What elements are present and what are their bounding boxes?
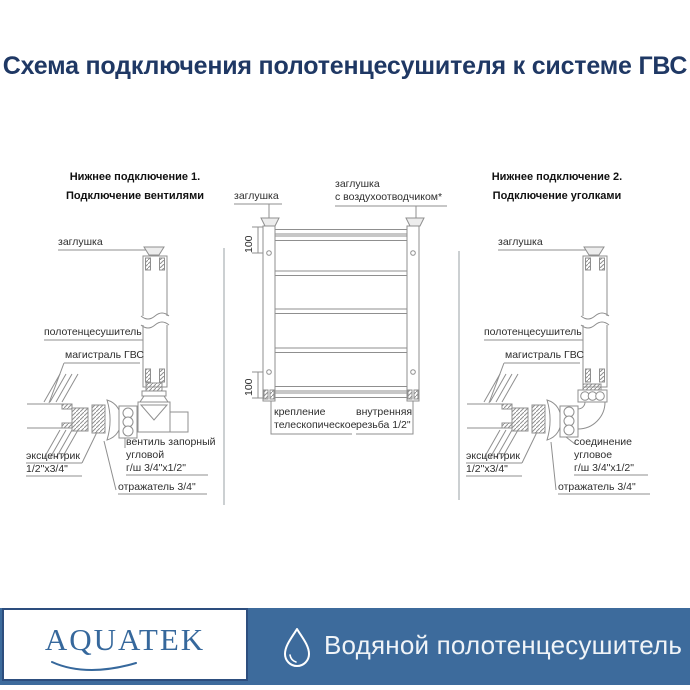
dimension-bottom-label: 100 — [243, 378, 255, 396]
left-eccentric-label: эксцентрик 1/2"х3/4" — [26, 450, 80, 475]
page-title: Схема подключения полотенцесушителя к системе ГВС — [2, 52, 688, 80]
left-valve-label: вентиль запорный угловой г/ш 3/4"х1/2" — [126, 436, 216, 474]
left-cap-shape — [144, 247, 164, 255]
panel-divider-lines — [224, 248, 459, 505]
ladder-rungs — [275, 230, 407, 398]
right-elbow-label: соединение угловое г/ш 3/4"х1/2" — [574, 436, 634, 474]
right-elbow-shape — [560, 384, 607, 437]
left-eccentric-shape — [72, 408, 88, 431]
right-panel-heading-2: Подключение уголками — [492, 190, 622, 202]
right-panel-heading-1: Нижнее подключение 2. — [491, 171, 623, 183]
brand-logo-swoosh — [50, 660, 140, 674]
footer-right — [248, 608, 690, 685]
center-cap-label: заглушка — [234, 190, 279, 202]
center-diagram-art — [234, 204, 447, 434]
right-eccentric-label: эксцентрик 1/2"х3/4" — [466, 450, 520, 475]
thread-label: внутренняя резьба 1/2" — [356, 406, 413, 431]
right-main-line-label: магистраль ГВС — [505, 349, 584, 361]
product-label: Водяной полотенцесушитель — [324, 630, 683, 660]
left-main-line-label: магистраль ГВС — [65, 349, 144, 361]
brand-logo: AQUATEK — [44, 622, 206, 657]
left-valve-shape — [119, 383, 188, 438]
bracket-label: крепление телескопическое — [274, 406, 357, 431]
right-cap-shape — [584, 247, 604, 255]
left-rail-label: полотенцесушитель — [44, 326, 142, 338]
right-reflector-label: отражатель 3/4" — [558, 481, 636, 493]
footer-bar — [0, 608, 690, 685]
center-left-cap-shape — [261, 218, 279, 226]
dimension-top-label: 100 — [243, 235, 255, 253]
water-drop-icon — [281, 626, 313, 668]
left-panel-heading-2: Подключение вентилями — [66, 190, 204, 202]
left-reflector-label: отражатель 3/4" — [118, 481, 196, 493]
center-airvent-label: заглушка с воздухоотводчиком* — [335, 178, 443, 203]
left-cap-label: заглушка — [58, 236, 103, 248]
right-rail-label: полотенцесушитель — [484, 326, 582, 338]
right-cap-label: заглушка — [498, 236, 543, 248]
right-reflector-shape — [547, 400, 561, 440]
right-eccentric-shape — [512, 408, 528, 431]
center-right-cap-shape — [406, 218, 424, 226]
brand-logo-box — [2, 608, 248, 681]
left-panel-heading-1: Нижнее подключение 1. — [69, 171, 201, 183]
